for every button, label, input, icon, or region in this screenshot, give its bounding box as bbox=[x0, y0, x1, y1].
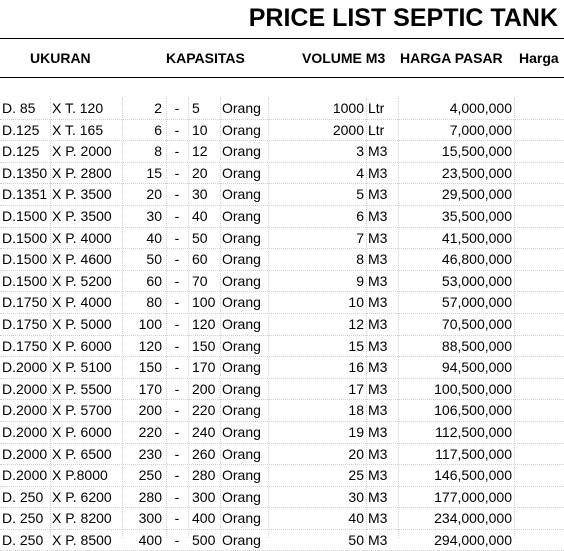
cell-volume-unit: M3 bbox=[368, 294, 388, 311]
cell-diameter: D.2000 bbox=[2, 445, 48, 462]
cell-diameter: D.2000 bbox=[2, 402, 48, 419]
cell-volume: 16 bbox=[348, 359, 364, 376]
cell-min: 30 bbox=[146, 207, 162, 224]
cell-price: 146,500,000 bbox=[434, 467, 512, 484]
cell-max: 5 bbox=[192, 100, 200, 116]
cell-min: 220 bbox=[138, 423, 162, 440]
cell-diameter: D.125 bbox=[2, 121, 40, 138]
cell-max: 120 bbox=[192, 315, 216, 332]
cell-max: 12 bbox=[192, 143, 208, 160]
cell-size: X P. 8500 bbox=[52, 531, 112, 548]
cell-min: 8 bbox=[154, 143, 162, 160]
cell-size: X P. 6200 bbox=[52, 488, 112, 505]
cell-unit: Orang bbox=[222, 510, 261, 527]
header-harga: Harga bbox=[519, 50, 559, 66]
cell-volume: 17 bbox=[348, 380, 364, 397]
cell-volume: 50 bbox=[348, 531, 364, 548]
cell-max: 70 bbox=[192, 272, 208, 289]
cell-dash: - bbox=[174, 445, 180, 462]
cell-price: 46,800,000 bbox=[441, 251, 512, 268]
cell-volume: 20 bbox=[348, 445, 364, 462]
cell-max: 170 bbox=[192, 359, 216, 376]
cell-max: 220 bbox=[192, 402, 216, 419]
table-row bbox=[0, 292, 564, 314]
cell-volume-unit: M3 bbox=[368, 229, 388, 246]
cell-min: 15 bbox=[146, 164, 162, 181]
cell-volume: 30 bbox=[348, 488, 364, 505]
cell-price: 57,000,000 bbox=[441, 294, 512, 311]
cell-size: X P. 4000 bbox=[52, 229, 112, 246]
cell-volume: 4 bbox=[356, 164, 364, 181]
cell-dash: - bbox=[174, 488, 180, 505]
cell-dash: - bbox=[174, 467, 180, 484]
cell-max: 240 bbox=[192, 423, 216, 440]
cell-diameter: D.1500 bbox=[2, 272, 48, 289]
cell-dash: - bbox=[174, 229, 180, 246]
cell-price: 234,000,000 bbox=[434, 510, 512, 527]
cell-price: 112,500,000 bbox=[435, 423, 512, 440]
cell-max: 20 bbox=[192, 164, 208, 181]
cell-max: 150 bbox=[192, 337, 216, 354]
cell-diameter: D.2000 bbox=[2, 380, 48, 397]
cell-unit: Orang bbox=[222, 380, 261, 397]
cell-size: X P. 6000 bbox=[52, 423, 112, 440]
cell-volume: 8 bbox=[356, 251, 364, 268]
cell-volume: 10 bbox=[348, 294, 364, 311]
cell-volume-unit: M3 bbox=[368, 423, 388, 440]
cell-price: 53,000,000 bbox=[441, 272, 512, 289]
table-row bbox=[0, 206, 564, 228]
cell-max: 500 bbox=[192, 531, 216, 548]
cell-dash: - bbox=[174, 251, 180, 268]
cell-diameter: D. 250 bbox=[2, 510, 44, 527]
table-row bbox=[0, 228, 564, 250]
cell-size: X P. 4000 bbox=[52, 294, 112, 311]
cell-max: 260 bbox=[192, 445, 216, 462]
cell-max: 280 bbox=[192, 467, 216, 484]
header-harga-pasar: HARGA PASAR bbox=[400, 50, 503, 66]
cell-diameter: D.1750 bbox=[2, 315, 48, 332]
cell-unit: Orang bbox=[222, 207, 261, 224]
table-row bbox=[0, 357, 564, 379]
cell-price: 23,500,000 bbox=[441, 164, 512, 181]
cell-diameter: D.2000 bbox=[2, 423, 48, 440]
cell-dash: - bbox=[174, 121, 180, 138]
cell-size: X P. 5000 bbox=[52, 315, 112, 332]
cell-volume-unit: M3 bbox=[368, 143, 388, 160]
cell-size: X P. 2800 bbox=[52, 164, 112, 181]
header-top-border bbox=[0, 38, 564, 39]
table-row bbox=[0, 163, 564, 185]
cell-unit: Orang bbox=[222, 143, 261, 160]
cell-min: 250 bbox=[138, 467, 162, 484]
cell-volume: 18 bbox=[348, 402, 364, 419]
cell-volume: 25 bbox=[348, 467, 364, 484]
cell-volume-unit: M3 bbox=[368, 531, 388, 548]
cell-price: 106,500,000 bbox=[434, 402, 512, 419]
table-row bbox=[0, 314, 564, 336]
table-row bbox=[0, 444, 564, 466]
cell-min: 230 bbox=[138, 445, 162, 462]
cell-size: X P. 5500 bbox=[52, 380, 112, 397]
cell-price: 29,500,000 bbox=[441, 186, 512, 203]
cell-max: 10 bbox=[192, 121, 208, 138]
cell-price: 177,000,000 bbox=[434, 488, 512, 505]
cell-unit: Orang bbox=[222, 251, 261, 268]
cell-dash: - bbox=[174, 380, 180, 397]
cell-unit: Orang bbox=[222, 315, 261, 332]
cell-volume-unit: M3 bbox=[368, 186, 388, 203]
cell-unit: Orang bbox=[222, 121, 261, 138]
cell-diameter: D. 250 bbox=[2, 531, 44, 548]
cell-min: 50 bbox=[146, 251, 162, 268]
cell-min: 150 bbox=[138, 359, 162, 376]
cell-volume: 1000 bbox=[332, 100, 364, 116]
cell-max: 300 bbox=[192, 488, 216, 505]
cell-diameter: D.1351 bbox=[2, 186, 48, 203]
cell-price: 117,500,000 bbox=[435, 445, 512, 462]
cell-min: 6 bbox=[154, 121, 162, 138]
cell-volume-unit: Ltr bbox=[368, 121, 385, 138]
cell-size: X P.8000 bbox=[52, 467, 108, 484]
cell-volume: 19 bbox=[348, 423, 364, 440]
cell-min: 40 bbox=[146, 229, 162, 246]
cell-volume: 2000 bbox=[332, 121, 364, 138]
cell-size: X T. 165 bbox=[52, 121, 104, 138]
cell-unit: Orang bbox=[222, 467, 261, 484]
table-row bbox=[0, 141, 564, 163]
cell-volume: 15 bbox=[348, 337, 364, 354]
cell-volume-unit: M3 bbox=[368, 164, 388, 181]
cell-price: 88,500,000 bbox=[441, 337, 512, 354]
cell-dash: - bbox=[174, 272, 180, 289]
header-ukuran: UKURAN bbox=[30, 50, 91, 66]
table-row bbox=[0, 184, 564, 206]
cell-max: 100 bbox=[192, 294, 216, 311]
cell-dash: - bbox=[174, 531, 180, 548]
header-volume: VOLUME M3 bbox=[302, 50, 386, 66]
cell-size: X P. 6500 bbox=[52, 445, 112, 462]
cell-min: 80 bbox=[146, 294, 162, 311]
cell-volume-unit: M3 bbox=[368, 337, 388, 354]
cell-size: X P. 3500 bbox=[52, 207, 112, 224]
cell-size: X P. 6000 bbox=[52, 337, 112, 354]
cell-size: X T. 120 bbox=[52, 100, 104, 116]
cell-price: 7,000,000 bbox=[449, 121, 512, 138]
cell-min: 200 bbox=[138, 402, 162, 419]
cell-dash: - bbox=[174, 207, 180, 224]
cell-unit: Orang bbox=[222, 229, 261, 246]
cell-diameter: D.1350 bbox=[2, 164, 48, 181]
cell-dash: - bbox=[174, 143, 180, 160]
cell-min: 170 bbox=[138, 380, 162, 397]
cell-price: 35,500,000 bbox=[441, 207, 512, 224]
cell-volume-unit: M3 bbox=[368, 402, 388, 419]
cell-dash: - bbox=[174, 294, 180, 311]
cell-min: 400 bbox=[138, 531, 162, 548]
cell-min: 100 bbox=[138, 315, 162, 332]
table-row bbox=[0, 249, 564, 271]
cell-volume: 5 bbox=[356, 186, 364, 203]
cell-volume: 3 bbox=[356, 143, 364, 160]
cell-diameter: D.1500 bbox=[2, 229, 48, 246]
cell-max: 200 bbox=[192, 380, 216, 397]
cell-unit: Orang bbox=[222, 272, 261, 289]
table-row bbox=[0, 336, 564, 358]
cell-min: 20 bbox=[146, 186, 162, 203]
cell-dash: - bbox=[174, 315, 180, 332]
cell-size: X P. 4600 bbox=[52, 251, 112, 268]
cell-price: 100,500,000 bbox=[434, 380, 512, 397]
cell-volume: 7 bbox=[356, 229, 364, 246]
cell-volume-unit: M3 bbox=[368, 251, 388, 268]
cell-unit: Orang bbox=[222, 488, 261, 505]
cell-unit: Orang bbox=[222, 294, 261, 311]
cell-diameter: D.2000 bbox=[2, 359, 48, 376]
header-kapasitas: KAPASITAS bbox=[166, 50, 245, 66]
table-row bbox=[0, 422, 564, 444]
cell-diameter: D.125 bbox=[2, 143, 40, 160]
table-row bbox=[0, 530, 564, 551]
cell-volume-unit: M3 bbox=[368, 510, 388, 527]
table-row bbox=[0, 465, 564, 487]
cell-unit: Orang bbox=[222, 186, 261, 203]
cell-dash: - bbox=[174, 164, 180, 181]
table-row bbox=[0, 98, 564, 120]
cell-max: 50 bbox=[192, 229, 208, 246]
cell-min: 300 bbox=[138, 510, 162, 527]
table-row bbox=[0, 400, 564, 422]
cell-diameter: D.2000 bbox=[2, 467, 48, 484]
cell-dash: - bbox=[174, 402, 180, 419]
cell-unit: Orang bbox=[222, 164, 261, 181]
cell-diameter: D.1500 bbox=[2, 251, 48, 268]
cell-unit: Orang bbox=[222, 423, 261, 440]
cell-size: X P. 8200 bbox=[52, 510, 112, 527]
cell-dash: - bbox=[174, 510, 180, 527]
cell-min: 280 bbox=[138, 488, 162, 505]
cell-volume-unit: M3 bbox=[368, 207, 388, 224]
cell-min: 120 bbox=[138, 337, 162, 354]
cell-price: 41,500,000 bbox=[441, 229, 512, 246]
table-row bbox=[0, 487, 564, 509]
cell-unit: Orang bbox=[222, 359, 261, 376]
cell-dash: - bbox=[174, 359, 180, 376]
cell-price: 15,500,000 bbox=[441, 143, 512, 160]
table-row bbox=[0, 120, 564, 142]
cell-max: 40 bbox=[192, 207, 208, 224]
cell-diameter: D.1750 bbox=[2, 337, 48, 354]
cell-size: X P. 5700 bbox=[52, 402, 112, 419]
cell-volume-unit: M3 bbox=[368, 359, 388, 376]
cell-max: 30 bbox=[192, 186, 208, 203]
cell-volume: 6 bbox=[356, 207, 364, 224]
cell-volume-unit: Ltr bbox=[368, 100, 385, 116]
cell-volume-unit: M3 bbox=[368, 467, 388, 484]
cell-unit: Orang bbox=[222, 100, 261, 116]
cell-volume-unit: M3 bbox=[368, 380, 388, 397]
header-bottom-border bbox=[0, 77, 564, 78]
cell-dash: - bbox=[174, 100, 180, 116]
table-row bbox=[0, 379, 564, 401]
cell-diameter: D.1750 bbox=[2, 294, 48, 311]
cell-volume-unit: M3 bbox=[368, 488, 388, 505]
cell-diameter: D. 250 bbox=[2, 488, 44, 505]
page-title: PRICE LIST SEPTIC TANK bbox=[248, 4, 558, 32]
cell-max: 60 bbox=[192, 251, 208, 268]
cell-volume: 40 bbox=[348, 510, 364, 527]
cell-volume-unit: M3 bbox=[368, 272, 388, 289]
cell-size: X P. 5200 bbox=[52, 272, 112, 289]
cell-size: X P. 2000 bbox=[52, 143, 112, 160]
cell-min: 60 bbox=[146, 272, 162, 289]
cell-unit: Orang bbox=[222, 402, 261, 419]
cell-diameter: D. 85 bbox=[2, 100, 36, 116]
cell-min: 2 bbox=[154, 100, 162, 116]
cell-volume: 12 bbox=[348, 315, 364, 332]
cell-size: X P. 5100 bbox=[52, 359, 112, 376]
cell-size: X P. 3500 bbox=[52, 186, 112, 203]
cell-unit: Orang bbox=[222, 445, 261, 462]
cell-volume: 9 bbox=[356, 272, 364, 289]
table-row bbox=[0, 508, 564, 530]
price-table bbox=[0, 98, 564, 551]
cell-volume-unit: M3 bbox=[368, 445, 388, 462]
cell-dash: - bbox=[174, 423, 180, 440]
table-row bbox=[0, 271, 564, 293]
cell-unit: Orang bbox=[222, 531, 261, 548]
cell-dash: - bbox=[174, 337, 180, 354]
cell-price: 94,500,000 bbox=[441, 359, 512, 376]
cell-price: 294,000,000 bbox=[434, 531, 512, 548]
cell-unit: Orang bbox=[222, 337, 261, 354]
cell-volume-unit: M3 bbox=[368, 315, 388, 332]
cell-price: 4,000,000 bbox=[449, 100, 512, 116]
cell-price: 70,500,000 bbox=[441, 315, 512, 332]
cell-dash: - bbox=[174, 186, 180, 203]
cell-max: 400 bbox=[192, 510, 216, 527]
cell-diameter: D.1500 bbox=[2, 207, 48, 224]
